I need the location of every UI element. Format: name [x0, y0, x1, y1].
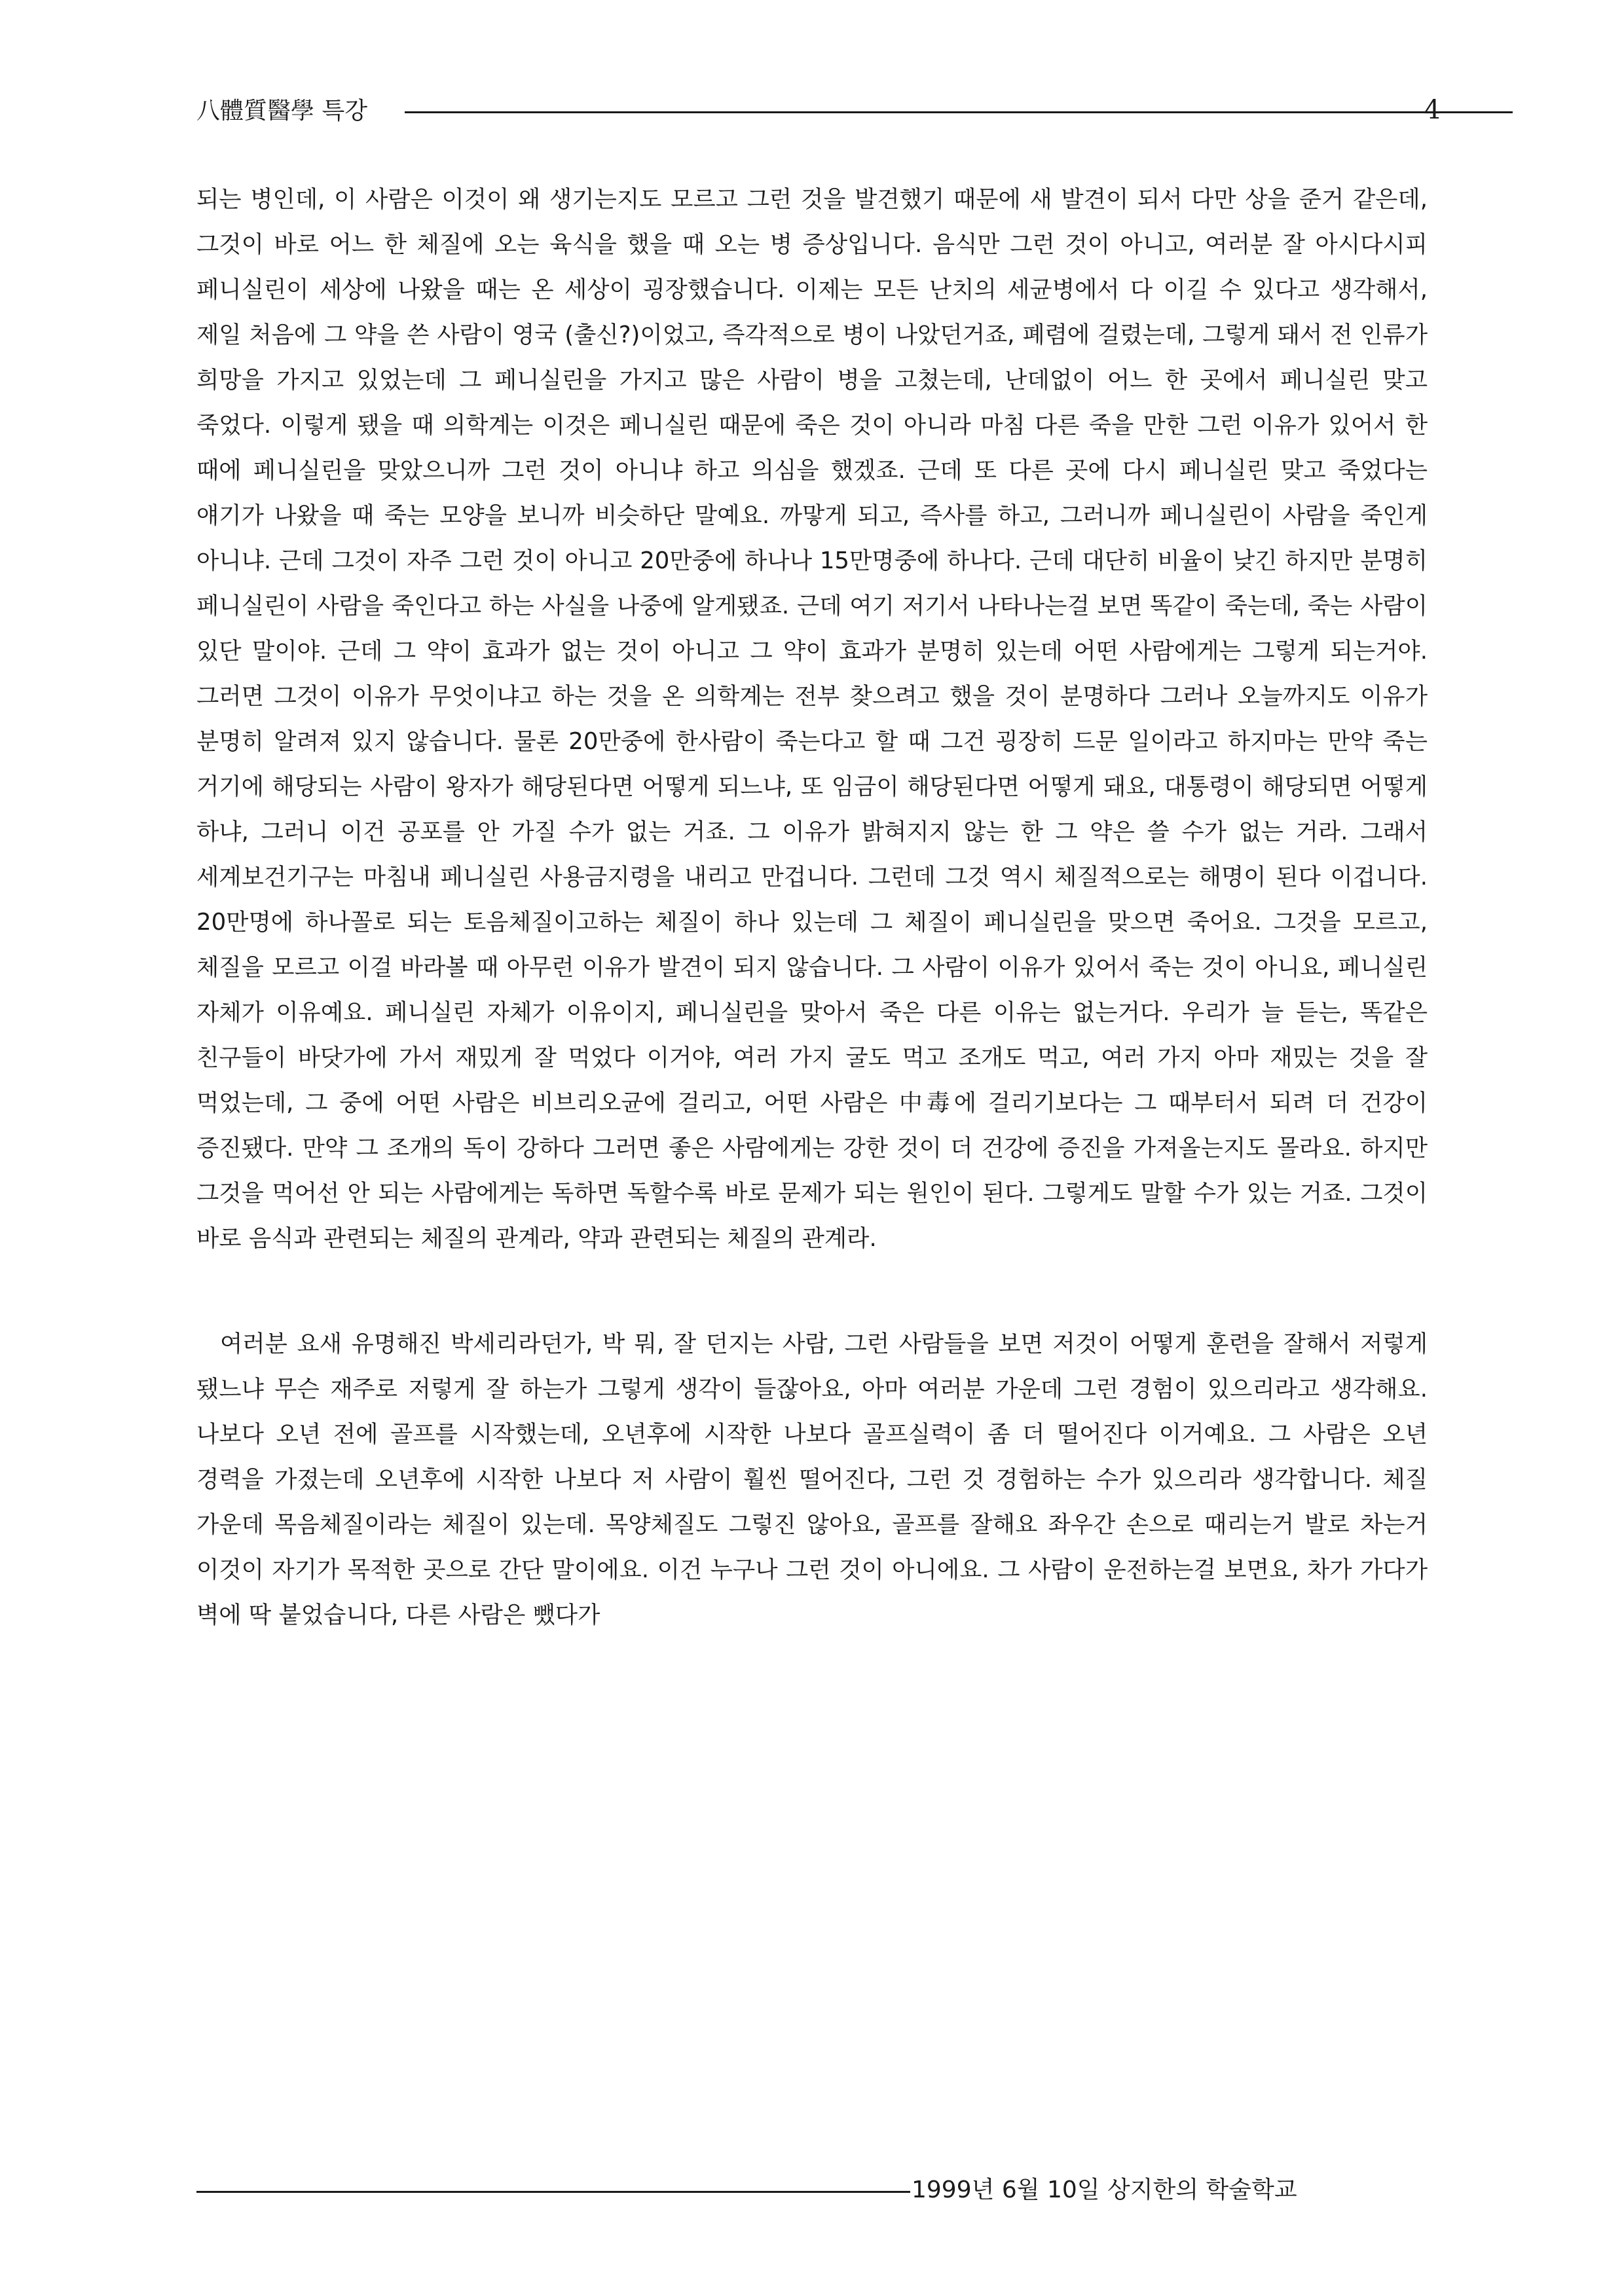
- header-rule: [405, 111, 1513, 113]
- document-body: [196, 177, 1428, 1638]
- body-paragraph: 여러분 요새 유명해진 박세리라던가, 박 뭐, 잘 던지는 사람, 그런 사람들을 보면 저것이 어떻게 훈련을 잘해서 저렇게 됐느냐 무슨 재주로 저렇게 잘 하는가 그렇게 생각이 들잖아요, 아마 여러분 가운데 그런 경험이 있으리라고 생각해요. 나보다 오년 전에 골프를 시작했는데, 오년후에 시작한 나보다 골프실력이 좀 더 떨어진다 이거예요. 그 사람은 오년 경력을 가졌는데 오년후에 시작한 나보다 저 사람이 훨씬 떨어진다, 그런 것 경험하는 수가 있으리라 생각합니다. 체질 가운데 목음체질이라는 체질이 있는데. 목양체질도 그렇진 않아요, 골프를 잘해요 좌우간 손으로 때리는거 발로 차는거 이것이 자기가 목적한 곳으로 간단 말이에요. 이건 누구나 그런 것이 아니에요. 그 사람이 운전하는걸 보면요, 차가 가다가 벽에 딱 붙었습니다, 다른 사람은 뺐다가: [196, 1331, 1428, 1628]
- page-footer: [196, 2167, 1375, 2207]
- page-header: [196, 92, 1441, 131]
- body-paragraph: 되는 병인데, 이 사람은 이것이 왜 생기는지도 모르고 그런 것을 발견했기 때문에 새 발견이 되서 다만 상을 준거 같은데, 그것이 바로 어느 한 체질에 오는 육식을 했을 때 오는 병 증상입니다. 음식만 그런 것이 아니고, 여러분 잘 아시다시피 페니실린이 세상에 나왔을 때는 온 세상이 굉장했습니다. 이제는 모든 난치의 세균병에서 다 이길 수 있다고 생각해서, 제일 처음에 그 약을 쓴 사람이 영국 (출신?)이었고, 즉각적으로 병이 나았던거죠, 폐렴에 걸렸는데, 그렇게 돼서 전 인류가 희망을 가지고 있었는데 그 페니실린을 가지고 많은 사람이 병을 고쳤는데, 난데없이 어느 한 곳에서 페니실린 맞고 죽었다. 이렇게 됐을 때 의학계는 이것은 페니실린 때문에 죽은 것이 아니라 마침 다른 죽을 만한 그런 이유가 있어서 한 때에 페니실린을 맞았으니까 그런 것이 아니냐 하고 의심을 했겠죠. 근데 또 다른 곳에 다시 페니실린 맞고 죽었다는 얘기가 나왔을 때 죽는 모양을 보니까 비슷하단 말예요. 까맣게 되고, 즉사를 하고, 그러니까 페니실린이 사람을 죽인게 아니냐. 근데 그것이 자주 그런 것이 아니고 20만중에 하나나 15만명중에 하나다. 근데 대단히 비율이 낮긴 하지만 분명히 페니실린이 사람을 죽인다고 하는 사실을 나중에 알게됐죠. 근데 여기 저기서 나타나는걸 보면 똑같이 죽는데, 죽는 사람이 있단 말이야. 근데 그 약이 효과가 없는 것이 아니고 그 약이 효과가 분명히 있는데 어떤 사람에게는 그렇게 되는거야. 그러면 그것이 이유가 무엇이냐고 하는 것을 온 의학계는 전부 찾으려고 했을 것이 분명하다 그러나 오늘까지도 이유가 분명히 알려져 있지 않습니다. 물론 20만중에 한사람이 죽는다고 할 때 그건 굉장히 드문 일이라고 하지마는 만약 죽는 거기에 해당되는 사람이 왕자가 해당된다면 어떻게 되느냐, 또 임금이 해당된다면 어떻게 돼요, 대통령이 해당되면 어떻게 하냐, 그러니 이건 공포를 안 가질 수가 없는 거죠. 그 이유가 밝혀지지 않는 한 그 약은 쓸 수가 없는 거라. 그래서 세계보건기구는 마침내 페니실린 사용금지령을 내리고 만겁니다. 그런데 그것 역시 체질적으로는 해명이 된다 이겁니다. 20만명에 하나꼴로 되는 토음체질이고하는 체질이 하나 있는데 그 체질이 페니실린을 맞으면 죽어요. 그것을 모르고, 체질을 모르고 이걸 바라볼 때 아무런 이유가 발견이 되지 않습니다. 그 사람이 이유가 있어서 죽는 것이 아니요, 페니실린 자체가 이유예요. 페니실린 자체가 이유이지, 페니실린을 맞아서 죽은 다른 이유는 없는거다. 우리가 늘 듣는, 똑같은 친구들이 바닷가에 가서 재밌게 잘 먹었다 이거야, 여러 가지 굴도 먹고 조개도 먹고, 여러 가지 아마 재밌는 것을 잘 먹었는데, 그 중에 어떤 사람은 비브리오균에 걸리고, 어떤 사람은 中毒에 걸리기보다는 그 때부터서 되려 더 건강이 증진됐다. 만약 그 조개의 독이 강하다 그러면 좋은 사람에게는 강한 것이 더 건강에 증진을 가져올는지도 몰라요. 하지만 그것을 먹어선 안 되는 사람에게는 독하면 독할수록 바로 문제가 되는 원인이 된다. 그렇게도 말할 수가 있는 거죠. 그것이 바로 음식과 관련되는 체질의 관계라, 약과 관련되는 체질의 관계라.: [196, 186, 1428, 1252]
- header-title: 八體質醫學 특강: [196, 98, 367, 124]
- footer-text: 1999년 6월 10일 상지한의 학술학교: [912, 2176, 1297, 2203]
- page-number: 4: [1424, 95, 1441, 125]
- footer-rule: [196, 2191, 910, 2193]
